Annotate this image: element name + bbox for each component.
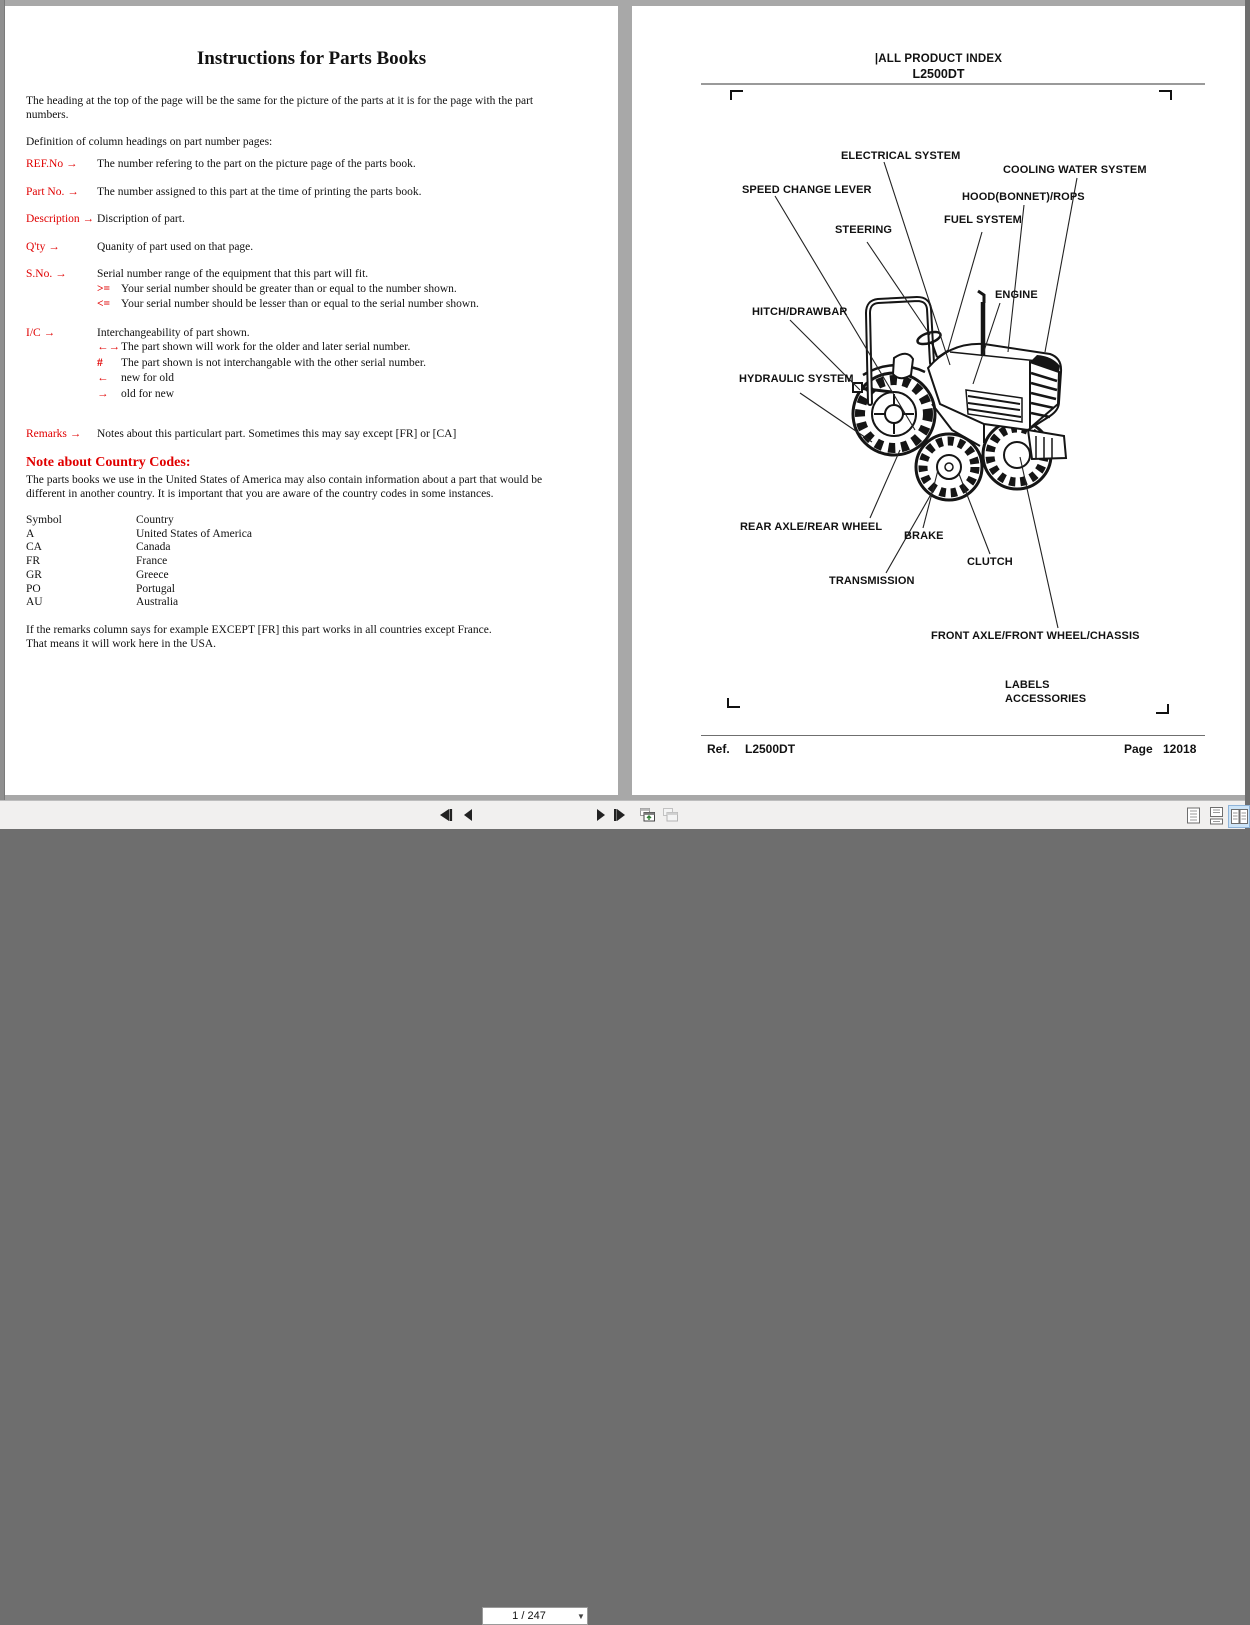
forward-view-button[interactable] bbox=[661, 806, 679, 824]
definition-description: Quanity of part used on that page. bbox=[97, 240, 254, 253]
diagram-label-cooling: COOLING WATER SYSTEM bbox=[1003, 164, 1147, 176]
closing-line-2: That means it will work here in the USA. bbox=[26, 637, 217, 650]
right-arrow-icon: → bbox=[69, 428, 82, 440]
diagram-label-clutch: CLUTCH bbox=[967, 556, 1013, 568]
table-cell-symbol: CA bbox=[26, 541, 42, 554]
table-cell-country: Portugal bbox=[136, 582, 175, 595]
leader-line-electrical bbox=[884, 162, 950, 365]
definition-term: Q'ty → bbox=[26, 240, 60, 253]
right-arrow-icon: → bbox=[65, 158, 78, 170]
diagram-label-engine: ENGINE bbox=[995, 289, 1038, 301]
diagram-label-front-axle: FRONT AXLE/FRONT WHEEL/CHASSIS bbox=[931, 630, 1140, 642]
closing-line-1: If the remarks column says for example EXCEPT [FR] this part works in all countries except France. bbox=[26, 624, 492, 636]
definition-subtext: The part shown is not interchangable with the other serial number. bbox=[121, 356, 426, 369]
model-header: L2500DT bbox=[912, 67, 965, 81]
diagram-label-transmission: TRANSMISSION bbox=[829, 575, 915, 587]
definition-subitem bbox=[97, 356, 586, 372]
definition-term: Description → bbox=[26, 213, 95, 225]
right-arrow-icon: → bbox=[55, 268, 67, 280]
intro-paragraph: The heading at the top of the page will be the same for the picture of the parts at it is for the page with the part numbers. bbox=[26, 95, 534, 121]
definition-symbol: # bbox=[97, 356, 103, 369]
viewer-toolbar bbox=[0, 800, 1245, 1622]
definition-term: I/C → bbox=[26, 326, 56, 339]
right-arrow-icon: → bbox=[48, 240, 60, 253]
back-view-icon bbox=[639, 807, 656, 823]
page-title: Instructions for Parts Books bbox=[196, 48, 427, 69]
definition-row bbox=[26, 213, 586, 227]
leader-line-rear-axle bbox=[870, 450, 900, 518]
facing-pages-layout-button[interactable] bbox=[1228, 805, 1250, 828]
definition-row bbox=[26, 327, 586, 403]
next-page-button[interactable] bbox=[591, 806, 609, 824]
definition-subtext: Your serial number should be greater than or equal to the number shown. bbox=[121, 282, 457, 295]
table-cell-symbol: A bbox=[26, 527, 35, 540]
table-cell-symbol: FR bbox=[26, 555, 41, 568]
diagram-label-brake: BRAKE bbox=[904, 530, 944, 542]
diagram-label-speed: SPEED CHANGE LEVER bbox=[742, 184, 872, 196]
first-page-icon bbox=[437, 807, 453, 823]
country-codes-paragraph: The parts books we use in the United States of America may also contain information about a part that would be different in another country. It is important that you are aware of the country codes in some instances. bbox=[26, 474, 543, 500]
diagram-label-electrical: ELECTRICAL SYSTEM bbox=[841, 150, 961, 162]
definition-subtext: Your serial number should be lesser than or equal to the serial number shown. bbox=[121, 298, 479, 310]
table-header-country: Country bbox=[136, 514, 174, 526]
table-cell-country: Australia bbox=[136, 596, 179, 609]
definition-symbol: >= bbox=[97, 282, 111, 295]
table-cell-symbol: GR bbox=[26, 568, 42, 581]
definition-row bbox=[26, 428, 586, 442]
definition-term: Remarks → bbox=[26, 428, 82, 440]
chevron-down-icon[interactable]: ▼ bbox=[577, 1611, 585, 1621]
definition-symbol: <= bbox=[97, 298, 111, 310]
first-page-button[interactable] bbox=[436, 806, 454, 824]
definition-term: REF.No → bbox=[26, 158, 78, 170]
index-header: |ALL PRODUCT INDEX bbox=[874, 53, 1003, 65]
right-arrow-icon: → bbox=[82, 213, 95, 225]
continuous-layout-icon bbox=[1209, 807, 1224, 824]
diagram-label-hood: HOOD(BONNET)/ROPS bbox=[962, 191, 1085, 203]
definition-subtext: old for new bbox=[121, 387, 175, 400]
single-page-layout-icon bbox=[1186, 807, 1201, 824]
footer-page-label: Page bbox=[1124, 742, 1153, 756]
footer-page-value: 12018 bbox=[1163, 742, 1197, 756]
diagram-label-hydraulic: HYDRAULIC SYSTEM bbox=[739, 373, 854, 385]
page-number-combobox[interactable] bbox=[482, 1607, 588, 1625]
right-arrow-icon: → bbox=[43, 326, 56, 339]
right-arrow-icon: → bbox=[67, 185, 79, 198]
definition-subitem bbox=[97, 282, 586, 298]
facing-pages-layout-icon bbox=[1231, 808, 1248, 825]
table-cell-country: United States of America bbox=[136, 527, 252, 540]
definition-description: Serial number range of the equipment that this part will fit. bbox=[97, 268, 369, 280]
diagram-label-rear-axle: REAR AXLE/REAR WHEEL bbox=[740, 521, 883, 533]
document-page-left bbox=[5, 6, 618, 795]
definition-term: Part No. → bbox=[26, 185, 79, 198]
table-cell-symbol: AU bbox=[26, 596, 43, 609]
definition-symbol: → bbox=[97, 387, 109, 400]
definition-subtext: new for old bbox=[121, 372, 175, 384]
diagram-label-fuel: FUEL SYSTEM bbox=[944, 214, 1022, 226]
footer-rule bbox=[701, 735, 1205, 736]
definition-row bbox=[26, 268, 586, 313]
single-page-layout-button[interactable] bbox=[1183, 805, 1203, 826]
definition-term: S.No. → bbox=[26, 268, 67, 280]
definition-row bbox=[26, 186, 586, 200]
definition-subitem bbox=[97, 371, 586, 387]
definition-row bbox=[26, 241, 586, 255]
closing-paragraph bbox=[26, 624, 564, 652]
next-page-icon bbox=[592, 807, 608, 823]
definition-description: The number assigned to this part at the time of printing the parts book. bbox=[97, 185, 422, 198]
diagram-label-accessories: ACCESSORIES bbox=[1005, 693, 1087, 705]
table-cell-country: Canada bbox=[136, 541, 171, 554]
continuous-layout-button[interactable] bbox=[1206, 805, 1226, 826]
last-page-button[interactable] bbox=[612, 806, 630, 824]
leader-line-fuel bbox=[948, 232, 982, 350]
definition-description: Notes about this particulart part. Sometimes this may say except [FR] or [CA] bbox=[97, 428, 457, 440]
leader-line-cooling bbox=[1045, 178, 1077, 352]
table-cell-symbol: PO bbox=[26, 582, 41, 595]
leader-line-hood bbox=[1008, 205, 1024, 352]
definition-subitem bbox=[97, 340, 586, 356]
table-cell-country: Greece bbox=[136, 568, 169, 581]
tractor-illustration bbox=[632, 6, 1245, 795]
country-codes-table bbox=[26, 514, 252, 610]
definition-subitem bbox=[97, 387, 586, 403]
definition-subtext: The part shown will work for the older and later serial number. bbox=[121, 341, 411, 353]
footer-ref-value: L2500DT bbox=[745, 742, 796, 756]
table-cell-country: France bbox=[136, 555, 168, 568]
definition-row bbox=[26, 158, 586, 172]
diagram-label-steering: STEERING bbox=[835, 224, 893, 236]
definition-symbol: ←→ bbox=[97, 341, 120, 353]
definition-subitem bbox=[97, 297, 586, 313]
back-view-button[interactable] bbox=[638, 806, 656, 824]
definition-symbol: ← bbox=[97, 372, 109, 384]
page-indicator: 1 / 247 bbox=[512, 1610, 546, 1622]
diagram-label-hitch: HITCH/DRAWBAR bbox=[752, 306, 848, 318]
definition-description: Interchangeability of part shown. bbox=[97, 326, 250, 339]
leader-line-steering bbox=[867, 242, 930, 335]
previous-page-icon bbox=[461, 807, 477, 823]
definition-description: Discription of part. bbox=[97, 213, 185, 225]
diagram-label-labels: LABELS bbox=[1005, 679, 1050, 691]
previous-page-button[interactable] bbox=[460, 806, 478, 824]
document-page-right bbox=[632, 6, 1245, 795]
table-header-symbol: Symbol bbox=[26, 514, 62, 526]
definition-description: The number refering to the part on the picture page of the parts book. bbox=[97, 158, 416, 170]
definitions-heading: Definition of column headings on part number pages: bbox=[26, 136, 273, 148]
last-page-icon bbox=[613, 807, 629, 823]
definitions-list bbox=[26, 158, 586, 456]
footer-ref-label: Ref. bbox=[707, 742, 730, 756]
forward-view-icon bbox=[662, 807, 679, 823]
country-codes-heading: Note about Country Codes: bbox=[26, 455, 191, 470]
